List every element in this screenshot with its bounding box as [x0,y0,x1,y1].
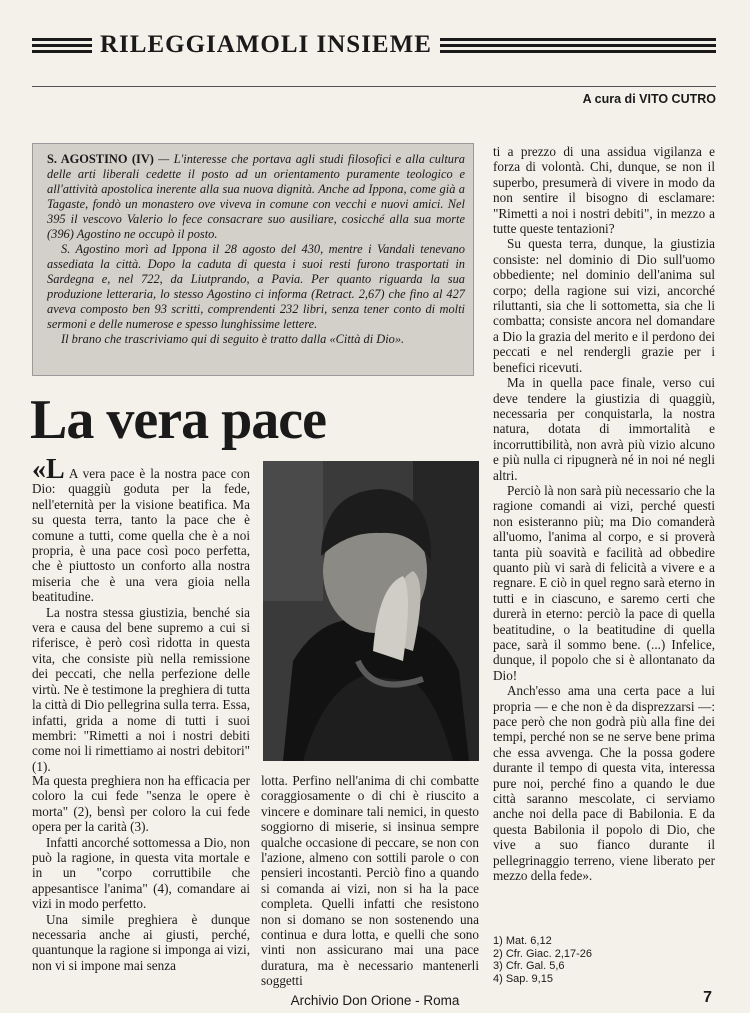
drop-cap: L [46,454,65,485]
col1-p1-text: A vera pace è la nostra pace con Dio: quaggiù goduta per la fede, nell'eternità per la visione beatifica. Ma su questa terra, tanto la pace che è comune a tutti, come quella che è a noi propria, è una pace così poco perfetta, che è piuttosto un conforto alla nostra miseria che è una vera gioia nella beatitudine. [32,466,250,605]
photo-illustration-icon [263,461,479,761]
open-quote: « [32,454,46,485]
archive-caption: Archivio Don Orione - Roma [290,993,460,1008]
header-rule-right [414,38,716,60]
col3-paragraph-5: Anch'esso ama una certa pace a lui propria — e che non è da disprezzarsi —: pace però che non godrà più alla fine dei tempi, perché non se ne serve bene prima che essa avvenga. Che la possa godere durante il tempo di questa vita, interessa pure noi, perché fino a quando le due città saranno mescolate, ci serviamo anche noi della pace di Babilonia. E da questa Babilonia il popolo di Dio, che vive a suo fianco durante il pellegrinaggio terreno, viene liberato per mezzo della fede». [493,683,715,884]
col3-paragraph-4: Perciò là non sarà più necessario che la ragione comandi ai vizi, perché questi non esisteranno più; ma Dio comanderà all'uomo, l'anima al corpo, e si proverà tanta più soavità e facilità ad obbedire quanto più vi sarà di felicità a vivere e a regnare. E ciò in quel regno sarà eterno in tutti e in ciascuno, e saremo certi che durerà in eterno: perciò la pace di quella beatitudine, o la beatitudine di quella pace, sarà il sommo bene. (...) Infelice, dunque, il popolo che si è allontanato da Dio! [493,482,715,683]
col2-paragraph-1: lotta. Perfino nell'anima di chi combatte coraggiosamente o di chi è riuscito a vincere e dominare tali nemici, in questo soggiorno di miserie, si insinua sempre qualche occasione di peccare, se non con l'azione, almeno con sottili parole o con pensieri incostanti. Perciò fino a quando si comanda ai vizi, non si ha la pace completa. Quelli infatti che resistono non si domano se non sostenendo una continua e dura lotta, e quelli che sono vinti non assicurano mai una pace duratura, ma è necessario mantenerli soggetti [261,773,479,989]
page-number: 7 [703,989,712,1006]
intro-paragraph-3: Il brano che trascriviamo qui di seguito è tratto dalla «Città di Dio». [61,332,405,346]
col3-paragraph-3: Ma in quella pace finale, verso cui deve tendere la giustizia di quaggiù, necessaria per conquistarla, la nostra natura, dotata di immortalità e incorruttibilità, non avrà più vizio alcuno e più nulla ci ripugnerà né in noi né negli altri. [493,375,715,483]
column-2 [261,773,479,989]
col3-paragraph-1: ti a prezzo di una assidua vigilanza e forza di volontà. Chi, dunque, se non il superbo, presumerà di vivere in modo da non sentire il bisogno di esclamare: "Rimetti a noi i nostri debiti", in mezzo a tutte queste tentazioni? [493,144,715,237]
article-title: La vera pace [30,389,326,451]
column-1-top [32,454,250,774]
footnotes [493,935,713,985]
curator-credit: A cura di VITO CUTRO [582,92,716,106]
intro-lead-text: — L'interesse che portava agli studi filosofici e alla cultura delle arti liberali cedette il posto ad un orientamento puramente teologico e all'attività apostolica inerente alla sua nuova dignità. Anche ad Ippona, come già a Tagaste, fondò un monastero ove viveva in comune con vecchi e nuovi amici. Nel 395 il vescovo Valerio lo fece consacrare suo ausiliare, cosicché alla sua morte (396) Agostino ne occupò il posto. [47,152,466,241]
intro-lead: S. AGOSTINO (IV) [47,152,154,166]
column-1-bottom [32,773,250,973]
column-3 [493,144,715,884]
col1-paragraph-3: Ma questa preghiera non ha efficacia per coloro la cui fede "senza le opere è morta" (2), bensì per coloro la cui fede opera per la carità (3). [32,773,250,835]
col1-paragraph-1 [32,454,250,605]
praying-boy-photo [263,461,479,761]
header-rule-left [32,38,96,60]
intro-box [32,143,474,376]
footnote: 1) Mat. 6,12 [493,935,552,947]
footnote: 2) Cfr. Giac. 2,17-26 [493,947,593,960]
section-rubric: RILEGGIAMOLI INSIEME [92,30,440,60]
footnote: 4) Sap. 9,15 [493,972,553,985]
intro-paragraph-1 [47,152,465,242]
col3-paragraph-2: Su questa terra, dunque, la giustizia consiste: nel dominio di Dio sull'uomo obbediente; nel dominio dell'anima sul corpo; della ragione sui vizi, ancorché riluttanti, sia che li sottometta, sia che li combatta; consiste ancora nel domandare a Dio la grazia del merito e il perdono dei peccati e nel rendergli grazie per i benefici ricevuti. [493,236,715,375]
col1-paragraph-2: La nostra stessa giustizia, benché sia vera e causa del bene supremo a cui si riferisce, è però così ridotta in questa vita, che consiste più nella remissione dei peccati, che nella perfezione delle virtù. Ne è testimone la preghiera di tutta la città di Dio pellegrina sulla terra. Essa, infatti, grida a nome di tutti i suoi membri: "Rimetti a noi i nostri debiti come noi li rimettiamo ai nostri debitori" (1). [32,604,250,774]
col1-paragraph-5: Una simile preghiera è dunque necessaria anche ai giusti, perché, quantunque la ragione si imponga ai vizi, non vi si impone mai senza [32,911,250,973]
col1-paragraph-4: Infatti ancorché sottomessa a Dio, non può la ragione, in questa vita mortale e in un "corpo corruttibile che appesantisce l'anima" (4), comandare ai vizi in modo perfetto. [32,834,250,912]
header-thin-rule [32,86,716,87]
intro-paragraph-2: S. Agostino morì ad Ippona il 28 agosto del 430, mentre i Vandali tenevano assediata la città. Dopo la caduta di questa i suoi resti furono trasportati in Sardegna e, nel 722, da Liutprando, a Pavia. Per quanto riguarda la sua produzione letteraria, lo stesso Agostino ci informa (Retract. 2,67) che fino al 427 aveva composto ben 93 scritti, comprendenti 232 libri, senza tener conto di molti sermoni e delle numerose e spesso lunghissime lettere. [47,242,465,331]
footnote: 3) Cfr. Gal. 5,6 [493,960,565,972]
